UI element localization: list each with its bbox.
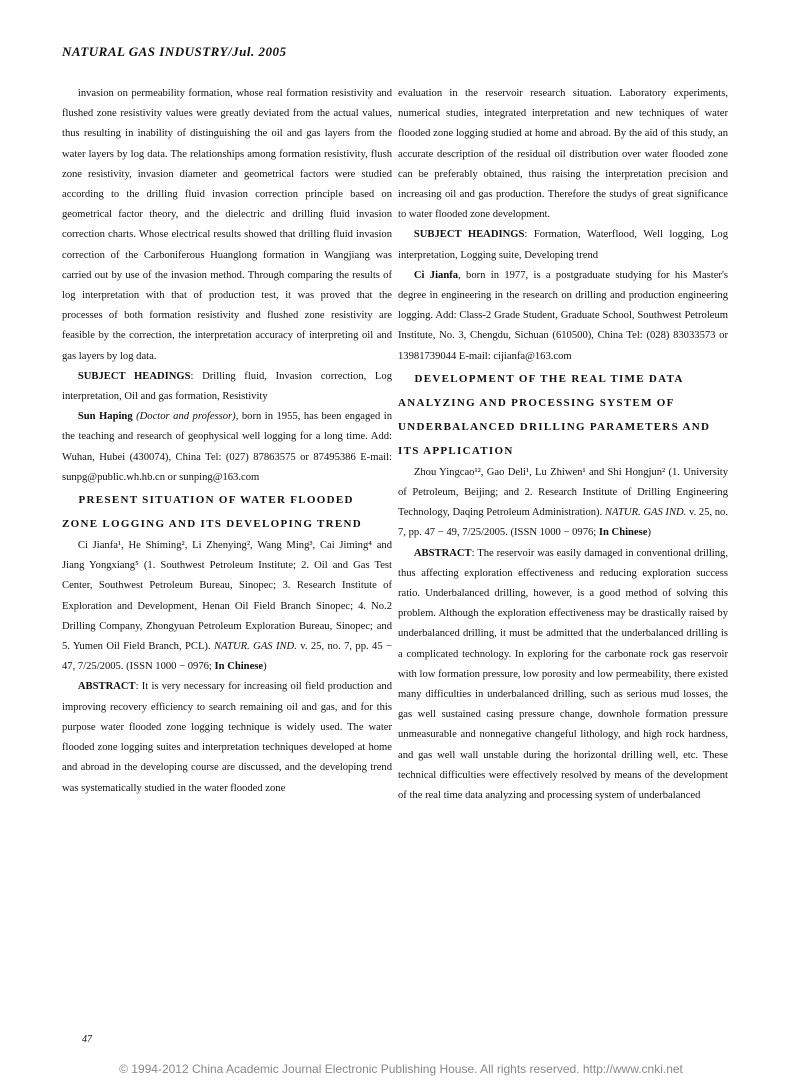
article2-citation: Ci Jianfa¹, He Shiming², Li Zhenying², Wang Ming³, Cai Jiming⁴ and Jiang Yongxiang⁵ (1. Southwest Petroleum Institute; 2. Oil and Gas Test Center, Southwest Petroleum Bureau, Sinopec; 3. Research Institute of Exploration and Development, Henan Oil Field Branch Sinopec; 4. No.2 Drilling Company, Zhongyuan Petroleum Exploration Bureau, Sinopec; and 5. Yumen Oil Field Branch, PCL). NATUR. GAS IND. v. 25, no. 7, pp. 45 − 47, 7/25/2005. (ISSN 1000 − 0976; In Chinese): [62, 540, 392, 673]
subject-headings-text: : Formation, Waterflood, Well logging, Log interpretation, Logging suite, Developing trend: [398, 229, 728, 261]
article2-abstract: [62, 677, 392, 798]
article1-author-bio: [62, 407, 392, 488]
article1-continued-paragraph: invasion on permeability formation, whose real formation resistivity and flushed zone resistivity values were greatly deviated from the actual values, thus resulting in inability of distinguishing the oil and gas layers from the water layers by log data. The relationships among formation resistivity, flush zone resistivity, invasion diameter and geometrical factors were studied according to the drilling fluid invasion correction principle based on geometrical factor theory, and the dielectric and drilling fluid invasion correction charts. Whose electrical results showed that drilling fluid invasion correction of the Carboniferous Huanglong formation in Wangjiang was carried out by use of the invasion method. Through comparing the results of log interpretation with that of production test, it was proved that the processes of both formation resistivity and flushed zone resistivity are feasible by the correction, the interpretation accuracy of interpreting oil and gas layers by log data.: [62, 88, 392, 362]
article3-journal: NATUR. GAS IND.: [604, 507, 687, 519]
article2-cite: v. 25, no. 7, pp. 45 − 47, 7/25/2005. (ISSN 1000 − 0976;: [62, 641, 392, 673]
article2-journal: NATUR. GAS IND.: [213, 641, 297, 653]
left-column: [62, 84, 392, 799]
article2-authors: Ci Jianfa¹, He Shiming², Li Zhenying², Wang Ming³, Cai Jiming⁴ and Jiang Yongxiang⁵ (1. Southwest Petroleum Institute; 2. Oil and Gas Test Center, Southwest Petroleum Bureau, Sinopec; 3. Research Institute of Exploration and Development, Henan Oil Field Branch Sinopec; 4. No.2 Drilling Company, Zhongyuan Petroleum Exploration Bureau, Sinopec; and 5. Yumen Oil Field Branch, PCL).: [62, 540, 392, 653]
abstract-label: ABSTRACT: [413, 547, 472, 559]
copyright-footer: © 1994-2012 China Academic Journal Electronic Publishing House. All rights reserved. http://www.cnki.net: [119, 1062, 683, 1076]
page-number: 47: [82, 1034, 92, 1045]
article3-citation: Zhou Yingcao¹², Gao Deli¹, Lu Zhiwen¹ and Shi Hongjun² (1. University of Petroleum, Beijing; and 2. Research Institute of Drilling Engineering Technology, Daqing Petroleum Administration). NATUR. GAS IND. v. 25, no. 7, pp. 47 − 49, 7/25/2005. (ISSN 1000 − 0976; In Chinese): [398, 466, 728, 539]
right-column: [398, 84, 728, 806]
bio-name: Ci Jianfa: [413, 269, 459, 281]
article2-continued-paragraph: evaluation in the reservoir research situation. Laboratory experiments, numerical studies, integrated interpretation and new techniques of water flooded zone logging studied at home and abroad. By the aid of this study, an accurate description of the residual oil distribution over water flooded zone can be preferably obtained, thus raising the interpretation precision and increasing oil and gas production. Therefore the studys of great significance to water flooded zone development.: [398, 88, 728, 221]
abstract-label: ABSTRACT: [77, 681, 136, 693]
subject-headings-label: SUBJECT HEADINGS: [77, 370, 191, 382]
bio-text: , born in 1977, is a postgraduate studying for his Master's degree in engineering in the research on drilling and production engineering logging. Add: Class-2 Grade Student, Graduate School, Southwest Petroleum Institute, No. 3, Chengdu, Sichuan (610500), China Tel: (028) 83033573 or 13981739044 E-mail: cijianfa@163.com: [398, 269, 728, 362]
article3-authors: Zhou Yingcao¹², Gao Deli¹, Lu Zhiwen¹ and Shi Hongjun² (1. University of Petroleum, Beijing; and 2. Research Institute of Drilling Engineering Technology, Daqing Petroleum Administration).: [398, 466, 728, 519]
bio-role: (Doctor and professor): [136, 411, 236, 423]
article3-abstract: [398, 544, 728, 807]
article3-title: DEVELOPMENT OF THE REAL TIME DATA ANALYZING AND PROCESSING SYSTEM OF UNDERBALANCED DRILLING PARAMETERS AND ITS APPLICATION: [398, 372, 711, 457]
subject-headings-text: : Drilling fluid, Invasion correction, Log interpretation, Oil and gas formation, Resistivity: [62, 370, 392, 403]
bio-name: Sun Haping: [77, 411, 133, 423]
article1-subject-headings: [62, 367, 392, 407]
journal-header: NATURAL GAS INDUSTRY/Jul. 2005: [62, 44, 287, 59]
abstract-text: : It is very necessary for increasing oil field production and improving recovery efficiency to search remaining oil and gas, and for this purpose water flooded zone logging technique is widely used. The water flooded zone logging suites and interpretation techniques developed at home and abroad in the developing course are discussed, and the developing trend was systematically studied in the water flooded zone: [62, 681, 392, 794]
article2-title: PRESENT SITUATION OF WATER FLOODED ZONE LOGGING AND ITS DEVELOPING TREND: [62, 494, 363, 531]
subject-headings-label: SUBJECT HEADINGS: [413, 229, 525, 241]
article2-lang: In Chinese: [214, 661, 264, 673]
article3-lang: In Chinese: [598, 527, 648, 539]
abstract-text: : The reservoir was easily damaged in conventional drilling, thus affecting exploration effectiveness and reducing exploration success ratio. Underbalanced drilling, however, is a good method of solving this problem. Although the exploration effectiveness may be drastically raised by underbalanced drilling, it must be admitted that the underbalanced drilling is a complicated technology. In exploring for the carbonate rock gas reservoir with low formation pressure, low porosity and low permeability, there existed many difficulties in underbalanced drilling, such as serious mud losses, the gas well sustained casing pressure change, downhole formation pressure unmeasurable and nonnegative changeful lithology, and high rock hardness, and gas well wall unstable during the horizontal drilling well, etc. These technical difficulties were effectively resolved by means of the development of the real time data analyzing and processing system of underbalanced: [398, 547, 728, 802]
article3-cite: v. 25, no. 7, pp. 47 − 49, 7/25/2005. (ISSN 1000 − 0976;: [398, 507, 728, 539]
article2-author-bio: [398, 266, 728, 367]
bio-text: , born in 1955, has been engaged in the teaching and research of geophysical well logging for a long time. Add: Wuhan, Hubei (430074), China Tel: (027) 87863575 or 87495386 E-mail: sunpg@public.wh.hb.cn or sunping@163.com: [62, 411, 392, 483]
article2-subject-headings: [398, 225, 728, 265]
